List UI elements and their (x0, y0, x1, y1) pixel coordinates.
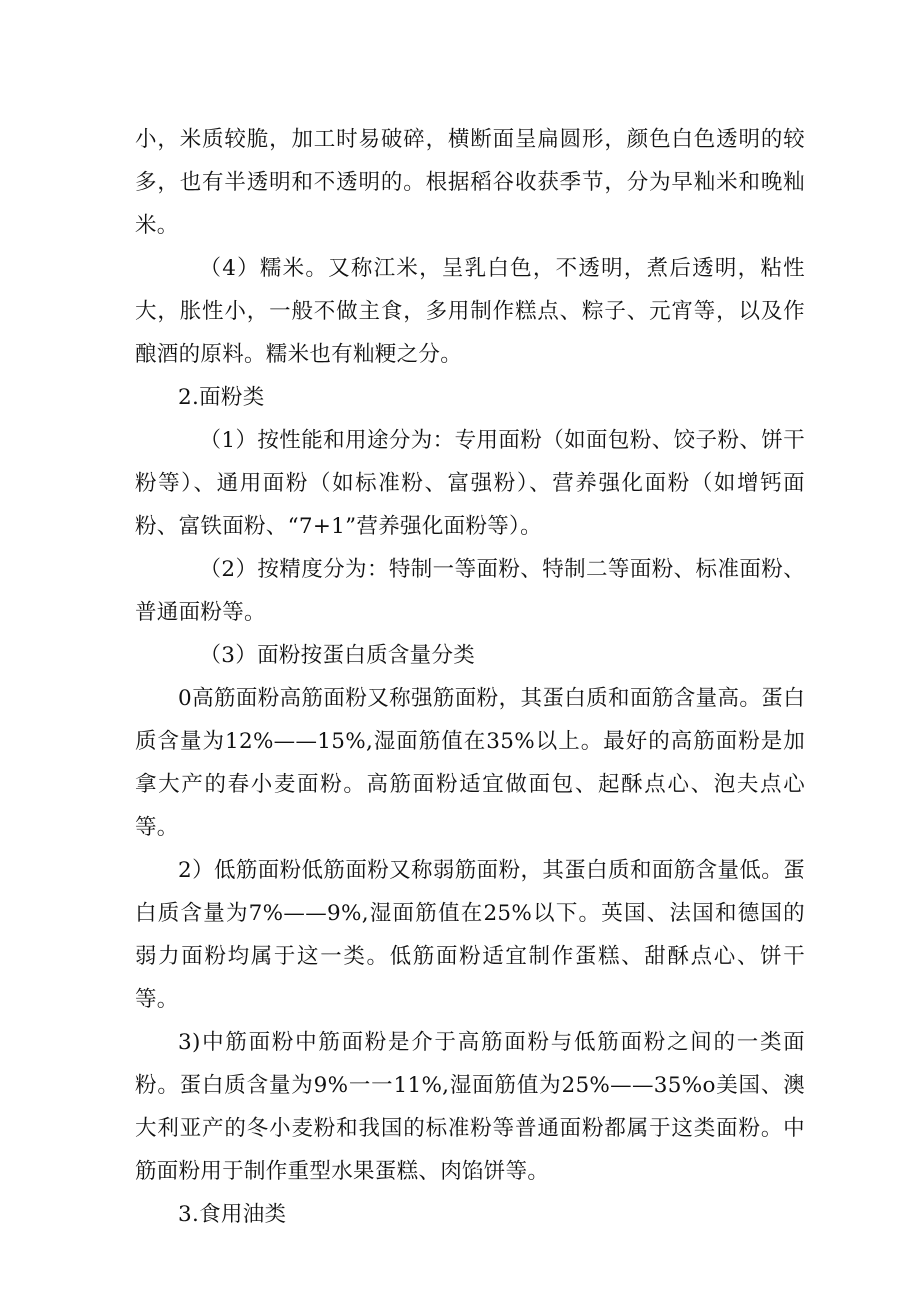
paragraph-flour-by-precision: （2）按精度分为：特制一等面粉、特制二等面粉、标准面粉、普通面粉等。 (135, 557, 805, 625)
document-body (135, 118, 805, 1236)
paragraph-medium-gluten-flour: 3)中筋面粉中筋面粉是介于高筋面粉与低筋面粉之间的一类面粉。蛋白质含量为9%一一11%,湿面筋值为25%——35%o美国、澳大利亚产的冬小麦粉和我国的标准粉等普通面粉都属于这类面粉。中筋面粉用于制作重型水果蛋糕、肉馅饼等。 (135, 1030, 805, 1184)
paragraph-low-gluten-flour: 2）低筋面粉低筋面粉又称弱筋面粉，其蛋白质和面筋含量低。蛋白质含量为7%——9%,湿面筋值在25%以下。英国、法国和德国的弱力面粉均属于这一类。低筋面粉适宜制作蛋糕、甜酥点心、饼干等。 (135, 858, 805, 1012)
paragraph-rice-continued: 小，米质较脆，加工时易破碎，横断面呈扁圆形，颜色白色透明的较多，也有半透明和不透明的。根据稻谷收获季节，分为早籼米和晚籼米。 (135, 127, 805, 238)
paragraph-flour-by-protein: （3）面粉按蛋白质含量分类 (199, 643, 476, 668)
paragraph-flour-by-use: （1）按性能和用途分为：专用面粉（如面包粉、饺子粉、饼干粉等）、通用面粉（如标准粉、富强粉）、营养强化面粉（如增钙面粉、富铁面粉、“7+1”营养强化面粉等）。 (135, 428, 805, 539)
paragraph-glutinous-rice: （4）糯米。又称江米，呈乳白色，不透明，煮后透明，粘性大，胀性小，一般不做主食，多用制作糕点、粽子、元宵等，以及作酿酒的原料。糯米也有籼粳之分。 (135, 256, 805, 367)
section-heading-flour: 2.面粉类 (178, 385, 265, 410)
paragraph-high-gluten-flour: 0高筋面粉高筋面粉又称强筋面粉，其蛋白质和面筋含量高。蛋白质含量为12%——15%,湿面筋值在35%以上。最好的高筋面粉是加拿大产的春小麦面粉。高筋面粉适宜做面包、起酥点心、泡夫点心等。 (135, 686, 805, 840)
section-heading-edible-oil: 3.食用油类 (178, 1202, 287, 1227)
